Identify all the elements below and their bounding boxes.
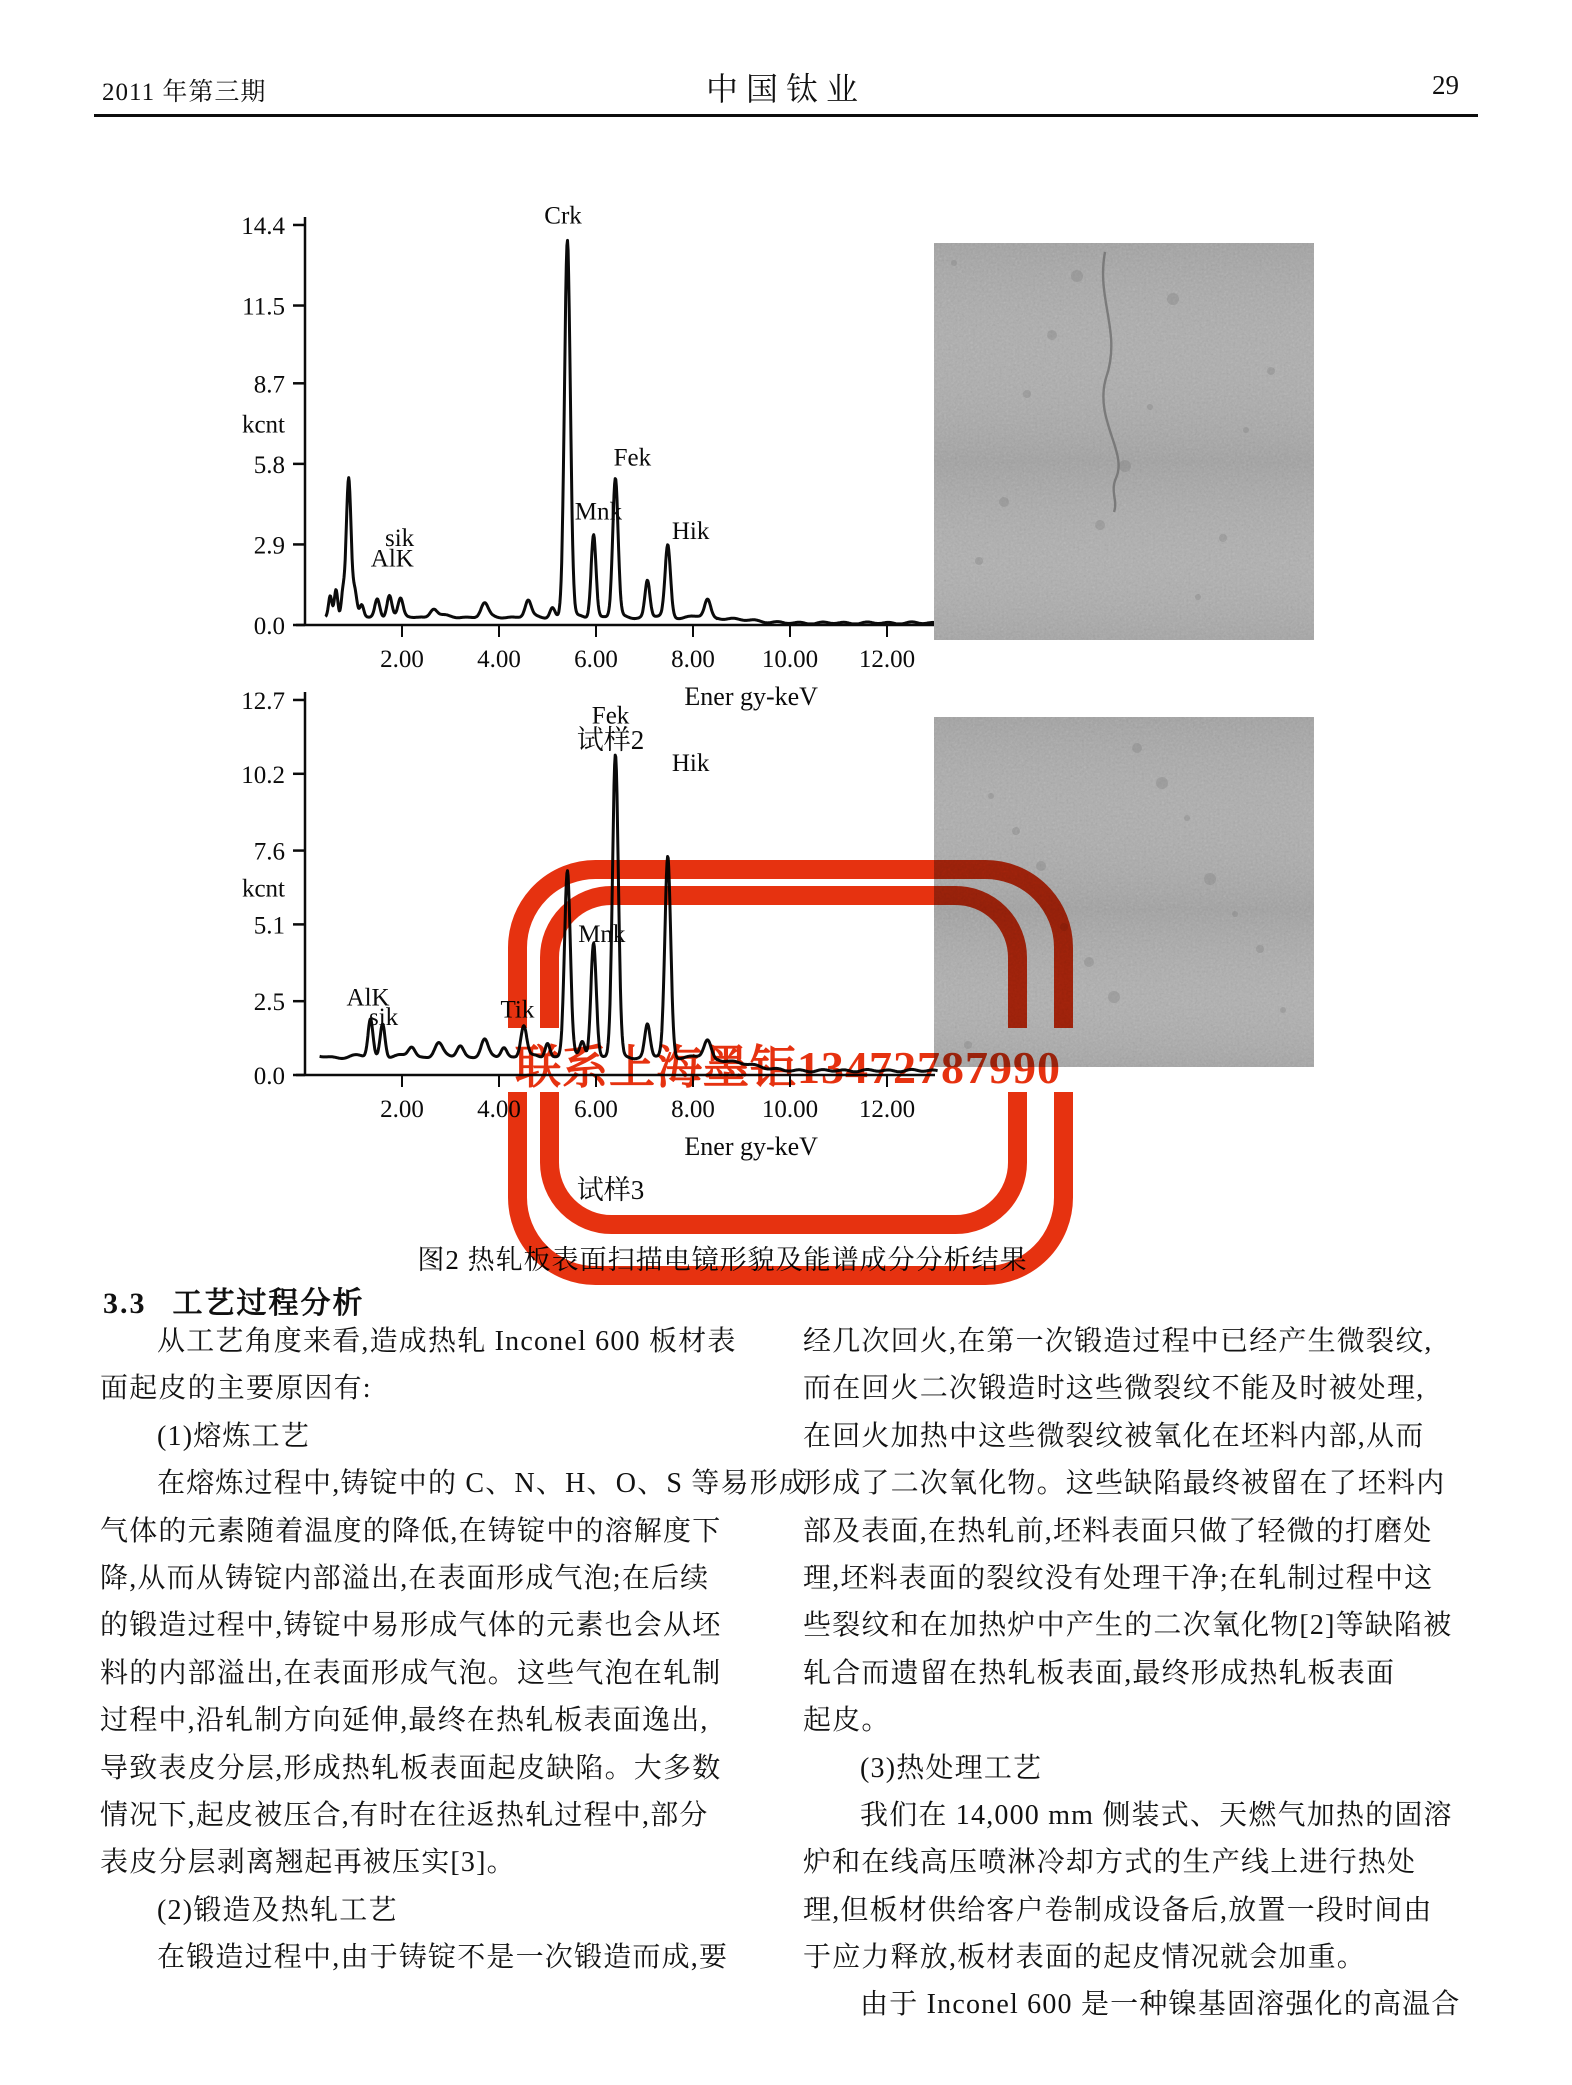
sem-speckle — [1219, 534, 1227, 542]
sem-speckle — [1036, 861, 1046, 871]
text-line: 过程中,沿轧制方向延伸,最终在热轧板表面逸出, — [100, 1705, 709, 1737]
sem-noise — [934, 717, 1314, 1067]
text-line: 于应力释放,板材表面的起皮情况就会加重。 — [803, 1942, 1367, 1974]
sem-image-1 — [934, 243, 1314, 640]
y-axis-unit-label: kcnt — [241, 875, 285, 903]
y-tick-label: 14.4 — [241, 212, 285, 240]
y-tick-label: 2.5 — [253, 989, 285, 1017]
text-line: 在熔炼过程中,铸锭中的 C、N、H、O、S 等易形成 — [157, 1468, 809, 1500]
peak-label: AlK — [370, 545, 414, 573]
text-line: 炉和在线高压喷淋冷却方式的生产线上进行热处 — [803, 1847, 1417, 1879]
text-line: 气体的元素随着温度的降低,在铸锭中的溶解度下 — [100, 1515, 722, 1547]
sem-speckle — [964, 1041, 972, 1049]
sem-speckle — [1184, 815, 1190, 821]
peak-label: AlK — [346, 984, 390, 1012]
peak-label: Fek — [591, 702, 630, 730]
x-tick-label: 6.00 — [574, 1096, 618, 1123]
y-tick-label: 5.8 — [253, 451, 285, 479]
sem-speckle — [1012, 827, 1020, 835]
text-line: 情况下,起皮被压合,有时在往返热轧过程中,部分 — [100, 1799, 709, 1831]
sem-speckle — [1267, 367, 1275, 375]
sem-speckle — [1047, 330, 1057, 340]
sem-speckle — [1023, 390, 1031, 398]
sem-speckle — [1060, 923, 1068, 931]
sem-speckle — [1167, 293, 1179, 305]
text-line: 表皮分层剥离翘起再被压实[3]。 — [100, 1847, 516, 1879]
spectrum-curve — [325, 240, 937, 624]
x-tick-label: 12.00 — [858, 1096, 916, 1123]
sem-speckle — [988, 793, 994, 799]
peak-label: Hik — [671, 517, 710, 545]
sem-speckle — [1095, 520, 1105, 530]
body-column-left — [100, 1318, 809, 1981]
sem-speckle — [975, 557, 983, 565]
spectrum-curve — [320, 755, 938, 1072]
peak-label: sik — [384, 524, 415, 552]
text-line: 起皮。 — [803, 1705, 891, 1737]
sem-speckle — [951, 260, 957, 266]
text-line: 形成了二次氧化物。这些缺陷最终被留在了坯料内 — [803, 1468, 1446, 1500]
y-tick-label: 2.9 — [253, 532, 285, 560]
y-tick-label: 10.2 — [241, 761, 285, 789]
y-tick-label: 11.5 — [242, 293, 285, 321]
text-line: (1)熔炼工艺 — [157, 1420, 311, 1452]
text-line: 而在回火二次锻造时这些微裂纹不能及时被处理, — [803, 1373, 1425, 1405]
header-page-number: 29 — [1432, 70, 1459, 100]
text-line: 理,坯料表面的裂纹没有处理干净;在轧制过程中这 — [803, 1562, 1434, 1594]
y-tick-label: 0.0 — [253, 613, 285, 640]
figure-caption: 图2 热轧板表面扫描电镜形貌及能谱成分分析结果 — [417, 1245, 1028, 1275]
body-column-right — [803, 1318, 1475, 2029]
text-line: 些裂纹和在加热炉中产生的二次氧化物[2]等缺陷被 — [803, 1610, 1453, 1642]
text-line: 导致表皮分层,形成热轧板表面起皮缺陷。大多数 — [100, 1752, 722, 1784]
text-line: 降,从而从铸锭内部溢出,在表面形成气泡;在后续 — [100, 1562, 710, 1594]
text-line: 的锻造过程中,铸锭中易形成气体的元素也会从坯 — [100, 1610, 722, 1642]
x-tick-label: 10.00 — [761, 646, 819, 673]
x-tick-label: 8.00 — [671, 646, 715, 673]
sem-speckle — [1108, 991, 1120, 1003]
text-line: 我们在 14,000 mm 侧装式、天燃气加热的固溶 — [860, 1799, 1453, 1831]
peak-label: sik — [368, 1003, 399, 1031]
text-line: 由于 Inconel 600 是一种镍基固溶强化的高温合 — [860, 1989, 1461, 2021]
x-tick-label: 2.00 — [380, 646, 424, 673]
section-number: 3.3 — [103, 1287, 147, 1320]
text-line: 部及表面,在热轧前,坯料表面只做了轻微的打磨处 — [803, 1515, 1433, 1547]
header-issue: 2011 年第三期 — [102, 79, 267, 106]
x-tick-label: 12.00 — [858, 646, 916, 673]
sem-speckle — [1119, 460, 1131, 472]
sem-image-2 — [934, 717, 1314, 1067]
chart-title: 试样3 — [576, 1175, 645, 1205]
sem-speckle — [1084, 957, 1094, 967]
section-title: 工艺过程分析 — [172, 1287, 365, 1320]
eds-spectrum-试样3 — [241, 688, 937, 1205]
y-tick-label: 5.1 — [253, 912, 285, 940]
text-line: 从工艺角度来看,造成热轧 Inconel 600 板材表 — [157, 1326, 737, 1357]
text-line: 理,但板材供给客户卷制成设备后,放置一段时间由 — [803, 1894, 1433, 1926]
sem-speckle — [1195, 594, 1201, 600]
eds-spectrum-试样2 — [241, 203, 937, 755]
peak-label: Tik — [500, 996, 535, 1024]
sem-speckle — [1232, 911, 1238, 917]
watermark-text: 联系上海墨钜13472787990 — [515, 1042, 1061, 1093]
y-tick-label: 12.7 — [241, 687, 285, 715]
chart-title: 试样2 — [576, 725, 645, 755]
peak-label: Fek — [613, 444, 652, 472]
text-line: 料的内部溢出,在表面形成气泡。这些气泡在轧制 — [100, 1657, 722, 1689]
x-tick-label: 2.00 — [380, 1096, 424, 1123]
peak-label: Hik — [671, 749, 710, 777]
y-tick-label: 7.6 — [253, 838, 285, 866]
y-axis-unit-label: kcnt — [241, 411, 285, 439]
text-line: (2)锻造及热轧工艺 — [157, 1894, 398, 1926]
section-heading — [103, 1278, 365, 1322]
sem-speckle — [1071, 270, 1083, 282]
sem-speckle — [1204, 873, 1216, 885]
x-tick-label: 4.00 — [477, 1096, 521, 1123]
text-line: 在回火加热中这些微裂纹被氧化在坯料内部,从而 — [803, 1420, 1425, 1452]
peak-label: Mnk — [574, 498, 623, 526]
sem-speckle — [1147, 404, 1153, 410]
x-tick-label: 8.00 — [671, 1096, 715, 1123]
peak-label: Mnk — [578, 921, 626, 949]
header-journal-title: 中国钛业 — [705, 71, 866, 107]
sem-speckle — [1132, 743, 1142, 753]
x-axis-label: Ener gy-keV — [684, 1132, 818, 1161]
x-tick-label: 10.00 — [761, 1096, 819, 1123]
text-line: 面起皮的主要原因有: — [100, 1373, 372, 1405]
y-tick-label: 8.7 — [253, 371, 285, 399]
peak-label: Crk — [544, 202, 582, 230]
sem-noise — [934, 243, 1314, 640]
sem-speckle — [1280, 1007, 1286, 1013]
x-axis-label: Ener gy-keV — [684, 682, 818, 711]
sem-speckle — [1156, 777, 1168, 789]
text-line: (3)热处理工艺 — [860, 1752, 1043, 1784]
sem-speckle — [1256, 945, 1264, 953]
sem-speckle — [999, 497, 1009, 507]
y-tick-label: 0.0 — [253, 1063, 285, 1090]
text-line: 轧合而遗留在热轧板表面,最终形成热轧板表面 — [803, 1657, 1396, 1689]
x-tick-label: 6.00 — [574, 646, 618, 673]
text-line: 在锻造过程中,由于铸锭不是一次锻造而成,要 — [157, 1942, 729, 1974]
x-tick-label: 4.00 — [477, 646, 521, 673]
text-line: 经几次回火,在第一次锻造过程中已经产生微裂纹, — [803, 1326, 1433, 1357]
sem-speckle — [1243, 427, 1249, 433]
